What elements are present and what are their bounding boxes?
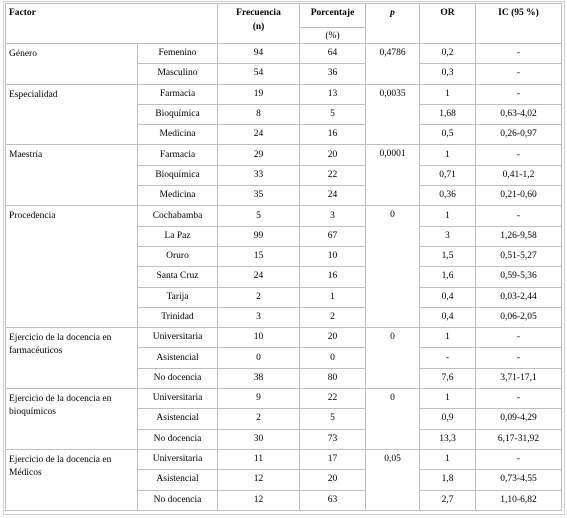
p-value-cell: 0,4786 — [366, 44, 420, 85]
header-factor: Factor — [6, 4, 218, 44]
ic-cell: - — [476, 145, 562, 165]
header-ic: IC (95 %) — [476, 4, 562, 44]
category-cell: No docencia — [138, 429, 218, 449]
porcentaje-cell: 5 — [300, 104, 366, 124]
ic-cell: 0,73-4,55 — [476, 470, 562, 490]
category-cell: Oruro — [138, 246, 218, 266]
ic-cell: 1,10-6,82 — [476, 490, 562, 510]
category-cell: Femenino — [138, 44, 218, 64]
frecuencia-cell: 8 — [218, 104, 300, 124]
ic-cell: - — [476, 64, 562, 84]
frecuencia-cell: 30 — [218, 429, 300, 449]
ic-cell: 0,63-4,02 — [476, 104, 562, 124]
porcentaje-cell: 67 — [300, 226, 366, 246]
frecuencia-cell: 15 — [218, 246, 300, 266]
frecuencia-cell: 19 — [218, 84, 300, 104]
porcentaje-cell: 80 — [300, 368, 366, 388]
header-porcentaje-unit: (%) — [300, 28, 366, 44]
porcentaje-cell: 5 — [300, 409, 366, 429]
ic-cell: - — [476, 449, 562, 469]
factor-cell: Ejercicio de la docencia en Médicos — [6, 449, 138, 510]
porcentaje-cell: 73 — [300, 429, 366, 449]
category-cell: Asistencial — [138, 409, 218, 429]
category-cell: Masculino — [138, 64, 218, 84]
ic-cell: - — [476, 348, 562, 368]
or-cell: 1,5 — [420, 246, 476, 266]
porcentaje-cell: 16 — [300, 125, 366, 145]
ic-cell: - — [476, 389, 562, 409]
frecuencia-cell: 2 — [218, 409, 300, 429]
ic-cell: 0,26-0,97 — [476, 125, 562, 145]
category-cell: Tarija — [138, 287, 218, 307]
factor-cell: Género — [6, 44, 138, 85]
or-cell: 0,9 — [420, 409, 476, 429]
category-cell: No docencia — [138, 490, 218, 510]
category-cell: Farmacia — [138, 145, 218, 165]
table-row — [6, 145, 562, 165]
or-cell: 0,4 — [420, 287, 476, 307]
results-table — [5, 3, 562, 511]
factor-cell: Procedencia — [6, 206, 138, 328]
category-cell: Universitaria — [138, 389, 218, 409]
header-frecuencia-unit: (n) — [252, 22, 265, 32]
ic-cell: - — [476, 206, 562, 226]
ic-cell: 0,21-0,60 — [476, 186, 562, 206]
or-cell: 1,68 — [420, 104, 476, 124]
or-cell: 1 — [420, 449, 476, 469]
p-value-cell: 0 — [366, 389, 420, 450]
table-row — [6, 389, 562, 409]
porcentaje-cell: 17 — [300, 449, 366, 469]
or-cell: 2,7 — [420, 490, 476, 510]
p-value-cell: 0,0035 — [366, 84, 420, 145]
or-cell: 1,6 — [420, 267, 476, 287]
frecuencia-cell: 2 — [218, 287, 300, 307]
porcentaje-cell: 20 — [300, 328, 366, 348]
frecuencia-cell: 99 — [218, 226, 300, 246]
header-frecuencia — [218, 4, 300, 44]
header-p: p — [366, 4, 420, 44]
frecuencia-cell: 12 — [218, 470, 300, 490]
porcentaje-cell: 24 — [300, 186, 366, 206]
frecuencia-cell: 38 — [218, 368, 300, 388]
porcentaje-cell: 22 — [300, 389, 366, 409]
table-row — [6, 84, 562, 104]
frecuencia-cell: 10 — [218, 328, 300, 348]
frecuencia-cell: 3 — [218, 307, 300, 327]
ic-cell: - — [476, 84, 562, 104]
category-cell: La Paz — [138, 226, 218, 246]
category-cell: Farmacia — [138, 84, 218, 104]
porcentaje-cell: 64 — [300, 44, 366, 64]
table-header — [6, 4, 562, 44]
or-cell: 1 — [420, 84, 476, 104]
table-row — [6, 328, 562, 348]
category-cell: Medicina — [138, 125, 218, 145]
frecuencia-cell: 94 — [218, 44, 300, 64]
ic-cell: 0,59-5,36 — [476, 267, 562, 287]
frecuencia-cell: 5 — [218, 206, 300, 226]
category-cell: Cochabamba — [138, 206, 218, 226]
frecuencia-cell: 35 — [218, 186, 300, 206]
porcentaje-cell: 0 — [300, 348, 366, 368]
category-cell: Asistencial — [138, 470, 218, 490]
category-cell: Santa Cruz — [138, 267, 218, 287]
frecuencia-cell: 12 — [218, 490, 300, 510]
factor-cell: Ejercicio de la docencia en bioquímicos — [6, 389, 138, 450]
or-cell: 0,4 — [420, 307, 476, 327]
porcentaje-cell: 10 — [300, 246, 366, 266]
or-cell: 13,3 — [420, 429, 476, 449]
table-body — [6, 44, 562, 511]
category-cell: Trinidad — [138, 307, 218, 327]
or-cell: 1 — [420, 145, 476, 165]
p-value-cell: 0 — [366, 328, 420, 389]
ic-cell: 0,03-2,44 — [476, 287, 562, 307]
or-cell: 1,8 — [420, 470, 476, 490]
table-row — [6, 206, 562, 226]
table-row — [6, 44, 562, 64]
header-frecuencia-label: Frecuencia — [236, 8, 281, 18]
factor-cell: Especialidad — [6, 84, 138, 145]
ic-cell: 0,06-2,05 — [476, 307, 562, 327]
or-cell: 0,3 — [420, 64, 476, 84]
ic-cell: 0,51-5,27 — [476, 246, 562, 266]
ic-cell: - — [476, 328, 562, 348]
or-cell: 7,6 — [420, 368, 476, 388]
porcentaje-cell: 63 — [300, 490, 366, 510]
header-or: OR — [420, 4, 476, 44]
ic-cell: 3,71-17,1 — [476, 368, 562, 388]
frecuencia-cell: 54 — [218, 64, 300, 84]
header-porcentaje: Porcentaje — [300, 4, 366, 28]
ic-cell: - — [476, 44, 562, 64]
porcentaje-cell: 20 — [300, 470, 366, 490]
p-value-cell: 0,05 — [366, 449, 420, 510]
category-cell: Asistencial — [138, 348, 218, 368]
frecuencia-cell: 24 — [218, 125, 300, 145]
p-value-cell: 0,0001 — [366, 145, 420, 206]
table-row — [6, 449, 562, 469]
ic-cell: 6,17-31,92 — [476, 429, 562, 449]
factor-cell: Maestría — [6, 145, 138, 206]
category-cell: Universitaria — [138, 328, 218, 348]
or-cell: 0,71 — [420, 165, 476, 185]
porcentaje-cell: 13 — [300, 84, 366, 104]
or-cell: - — [420, 348, 476, 368]
porcentaje-cell: 20 — [300, 145, 366, 165]
porcentaje-cell: 22 — [300, 165, 366, 185]
porcentaje-cell: 1 — [300, 287, 366, 307]
or-cell: 1 — [420, 328, 476, 348]
or-cell: 0,36 — [420, 186, 476, 206]
frecuencia-cell: 29 — [218, 145, 300, 165]
frecuencia-cell: 33 — [218, 165, 300, 185]
frecuencia-cell: 9 — [218, 389, 300, 409]
or-cell: 0,5 — [420, 125, 476, 145]
porcentaje-cell: 2 — [300, 307, 366, 327]
or-cell: 0,2 — [420, 44, 476, 64]
porcentaje-cell: 36 — [300, 64, 366, 84]
or-cell: 1 — [420, 206, 476, 226]
category-cell: No docencia — [138, 368, 218, 388]
porcentaje-cell: 3 — [300, 206, 366, 226]
frecuencia-cell: 24 — [218, 267, 300, 287]
frecuencia-cell: 11 — [218, 449, 300, 469]
category-cell: Medicina — [138, 186, 218, 206]
p-value-cell: 0 — [366, 206, 420, 328]
porcentaje-cell: 16 — [300, 267, 366, 287]
ic-cell: 1,26-9,58 — [476, 226, 562, 246]
category-cell: Bioquímica — [138, 104, 218, 124]
category-cell: Bioquímica — [138, 165, 218, 185]
category-cell: Universitaria — [138, 449, 218, 469]
frecuencia-cell: 0 — [218, 348, 300, 368]
factor-cell: Ejercicio de la docencia en farmacéuticos — [6, 328, 138, 389]
ic-cell: 0,41-1,2 — [476, 165, 562, 185]
ic-cell: 0,09-4,29 — [476, 409, 562, 429]
or-cell: 1 — [420, 389, 476, 409]
or-cell: 3 — [420, 226, 476, 246]
